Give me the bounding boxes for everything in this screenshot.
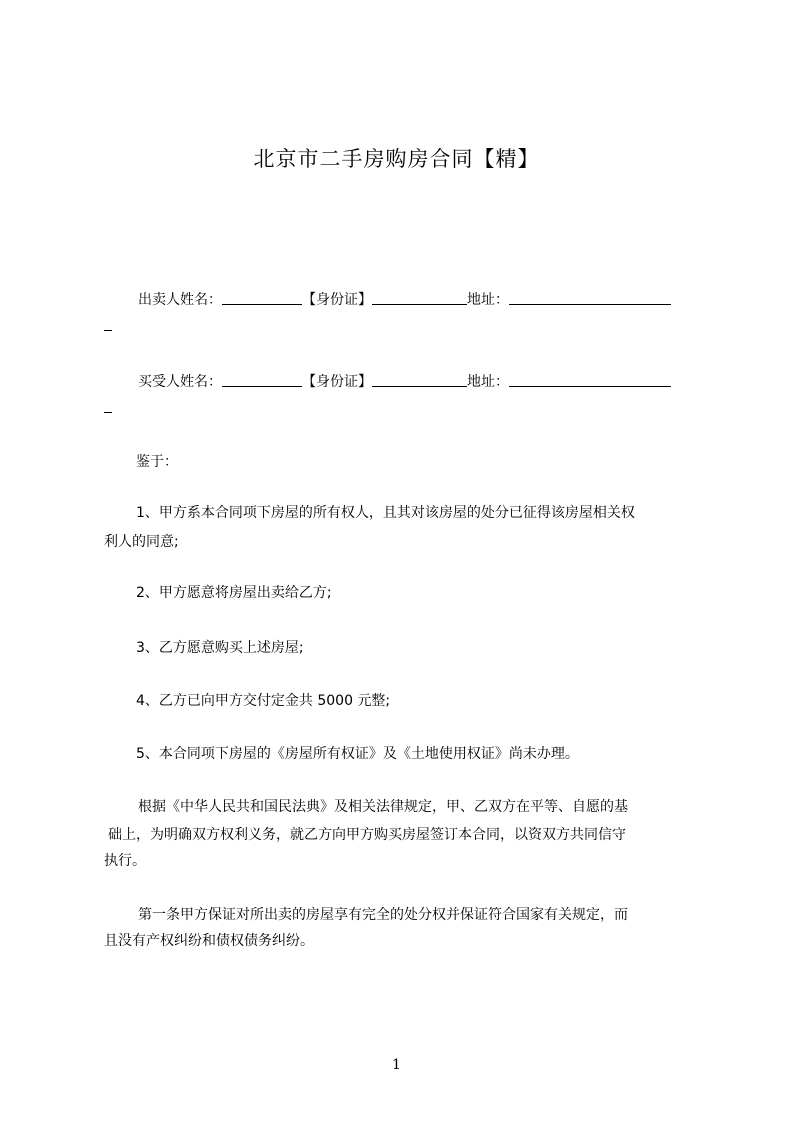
buyer-name-blank bbox=[222, 374, 302, 387]
recital-4: 4、乙方已向甲方交付定金共 5000 元整; bbox=[136, 693, 391, 709]
seller-line bbox=[138, 292, 671, 308]
seller-address-label: 地址： bbox=[467, 292, 509, 308]
document-title: 北京市二手房购房合同【精】 bbox=[253, 147, 540, 171]
whereas-heading: 鉴于： bbox=[136, 454, 178, 470]
buyer-line bbox=[138, 374, 671, 390]
buyer-address-label: 地址： bbox=[467, 374, 509, 390]
basis-line-2: 础上，为明确双方权利义务，就乙方向甲方购买房屋签订本合同，以资双方共同信守 bbox=[108, 827, 626, 843]
recital-3: 3、乙方愿意购买上述房屋; bbox=[136, 640, 304, 656]
buyer-id-label: 【身份证】 bbox=[302, 374, 372, 390]
seller-address-blank bbox=[509, 292, 671, 305]
page-number: 1 bbox=[392, 1057, 401, 1073]
article-1-line-2: 且没有产权纠纷和债权债务纠纷。 bbox=[104, 933, 314, 949]
seller-name-label: 出卖人姓名： bbox=[138, 292, 222, 308]
basis-line-1: 根据《中华人民共和国民法典》及相关法律规定，甲、乙双方在平等、自愿的基 bbox=[138, 799, 628, 815]
article-1-line-1: 第一条甲方保证对所出卖的房屋享有完全的处分权并保证符合国家有关规定，而 bbox=[138, 907, 628, 923]
seller-name-blank bbox=[222, 292, 302, 305]
buyer-id-blank bbox=[372, 374, 467, 387]
recital-5: 5、本合同项下房屋的《房屋所有权证》及《土地使用权证》尚未办理。 bbox=[136, 746, 579, 762]
recital-1-continued: 利人的同意; bbox=[104, 534, 179, 550]
basis-line-3: 执行。 bbox=[104, 853, 146, 869]
buyer-address-blank-continued bbox=[104, 412, 112, 413]
seller-id-blank bbox=[372, 292, 467, 305]
seller-id-label: 【身份证】 bbox=[302, 292, 372, 308]
recital-2: 2、甲方愿意将房屋出卖给乙方; bbox=[136, 585, 332, 601]
buyer-name-label: 买受人姓名： bbox=[138, 374, 222, 390]
buyer-address-blank bbox=[509, 374, 671, 387]
seller-address-blank-continued bbox=[104, 330, 112, 331]
recital-1: 1、甲方系本合同项下房屋的所有权人，且其对该房屋的处分已征得该房屋相关权 bbox=[136, 505, 635, 521]
